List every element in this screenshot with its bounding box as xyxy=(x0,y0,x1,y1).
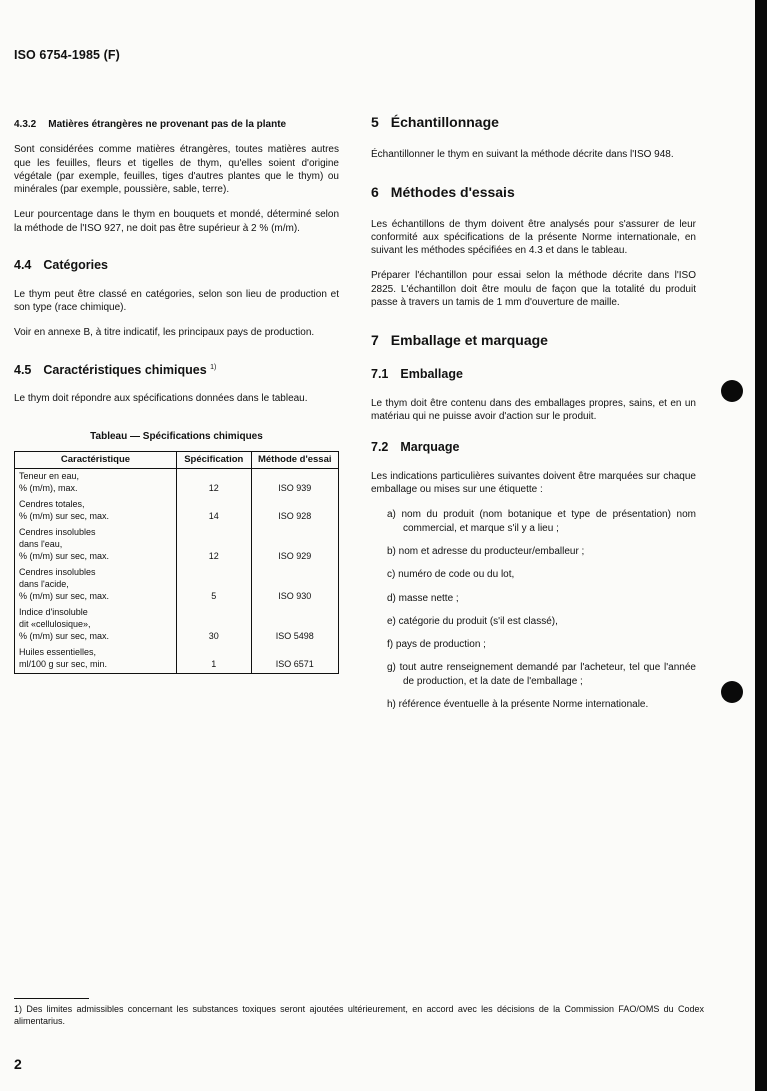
section-5-paragraph-1: Échantillonner le thym en suivant la méthode décrite dans l'ISO 948. xyxy=(371,148,674,160)
list-item: e) catégorie du produit (s'il est classé), xyxy=(387,615,558,627)
section-4-4-paragraph-1: Le thym peut être classé en catégories, selon son lieu de production et son type (race chimique). xyxy=(14,288,339,313)
table-title: Tableau — Spécifications chimiques xyxy=(90,430,263,442)
cell-characteristic: Huiles essentielles, ml/100 g sur sec, min. xyxy=(15,645,177,673)
cell-specification: 12 xyxy=(177,469,252,497)
cell-specification: 14 xyxy=(177,497,252,525)
section-6-heading: 6 Méthodes d'essais xyxy=(371,183,515,200)
scan-edge xyxy=(755,0,767,1091)
cell-specification: 30 xyxy=(177,605,252,645)
cell-method: ISO 5498 xyxy=(251,605,338,645)
footnote: 1) Des limites admissibles concernant les substances toxiques seront ajoutées ultérieurement, en accord avec les décisions de la Commission FAO/OMS du Codex alimentarius. xyxy=(14,1004,704,1026)
section-7-1-heading: 7.1 Emballage xyxy=(371,366,463,381)
list-item: h) référence éventuelle à la présente Norme internationale. xyxy=(387,699,649,711)
table-header-method: Méthode d'essai xyxy=(251,451,338,469)
page-number: 2 xyxy=(14,1056,22,1072)
table-header-characteristic: Caractéristique xyxy=(15,451,177,469)
section-5-heading: 5 Échantillonnage xyxy=(371,114,499,130)
section-4-3-2-paragraph-1: Sont considérées comme matières étrangères, toutes matières autres que les feuilles, fleurs et tigelles de thym, qu'elles soient d'origine végétale (par exemple, feuilles, tiges d'autres plantes que le thym) ou minérales (par exemple, poussière, sable, terre). xyxy=(14,144,339,196)
list-item: d) masse nette ; xyxy=(387,592,459,604)
cell-specification: 5 xyxy=(177,565,252,605)
cell-characteristic: Cendres insolubles dans l'acide, % (m/m) sur sec, max. xyxy=(15,565,177,605)
cell-method: ISO 939 xyxy=(251,469,338,497)
cell-characteristic: Teneur en eau, % (m/m), max. xyxy=(15,469,177,497)
table-header-specification: Spécification xyxy=(177,451,252,469)
section-7-1-paragraph-1: Le thym doit être contenu dans des emballages propres, sains, et en un matériau qui ne puisse avoir d'action sur le produit. xyxy=(371,397,696,422)
section-6-paragraph-2: Préparer l'échantillon pour essai selon la méthode décrite dans l'ISO 2825. L'échantillon doit être moulu de façon que la totalité du produit passe à travers un tamis de 1 mm d'ouverture de maille. xyxy=(371,270,696,308)
table-row xyxy=(15,525,339,565)
marking-list xyxy=(371,508,696,711)
list-item: f) pays de production ; xyxy=(387,639,486,651)
cell-specification: 1 xyxy=(177,645,252,673)
cell-method: ISO 928 xyxy=(251,497,338,525)
section-6-paragraph-1: Les échantillons de thym doivent être analysés pour s'assurer de leur conformité aux spécifications de la présente Norme internationale, en suivant les méthodes spécifiées en 4.3 et dans le tableau. xyxy=(371,218,696,257)
footnote-rule xyxy=(14,998,89,999)
table-row xyxy=(15,645,339,673)
table-row xyxy=(15,565,339,605)
specifications-table xyxy=(14,451,339,674)
cell-specification: 12 xyxy=(177,525,252,565)
binder-hole-bottom xyxy=(721,681,743,703)
list-item: c) numéro de code ou du lot, xyxy=(387,569,515,581)
section-4-4-heading: 4.4 Catégories xyxy=(14,258,108,273)
list-item: a) nom du produit (nom botanique et type de présentation) nom commercial, et marque s'il y a lieu ; xyxy=(387,509,696,534)
cell-characteristic: Cendres totales, % (m/m) sur sec, max. xyxy=(15,497,177,525)
table-row xyxy=(15,497,339,525)
table-row xyxy=(15,469,339,497)
cell-method: ISO 929 xyxy=(251,525,338,565)
left-column xyxy=(14,118,339,674)
cell-characteristic: Indice d'insoluble dit «cellulosique», % (m/m) sur sec, max. xyxy=(15,605,177,645)
cell-characteristic: Cendres insolubles dans l'eau, % (m/m) sur sec, max. xyxy=(15,525,177,565)
table-row xyxy=(15,605,339,645)
section-7-2-heading: 7.2 Marquage xyxy=(371,440,460,455)
list-item: b) nom et adresse du producteur/emballeur ; xyxy=(387,545,585,557)
footnote-mark: 1) xyxy=(210,363,217,371)
document-header: ISO 6754-1985 (F) xyxy=(14,48,120,62)
binder-hole-top xyxy=(721,380,743,402)
cell-method: ISO 6571 xyxy=(251,645,338,673)
right-column xyxy=(371,113,696,721)
section-4-4-paragraph-2: Voir en annexe B, à titre indicatif, les principaux pays de production. xyxy=(14,327,315,339)
list-item: g) tout autre renseignement demandé par l'acheteur, tel que l'année de production, et la date de l'emballage ; xyxy=(387,662,696,687)
cell-method: ISO 930 xyxy=(251,565,338,605)
section-4-3-2-heading: 4.3.2 Matières étrangères ne provenant pas de la plante xyxy=(14,119,287,130)
section-7-2-paragraph-1: Les indications particulières suivantes doivent être marquées sur chaque emballage ou mises sur une étiquette : xyxy=(371,470,696,496)
section-4-5-paragraph-1: Le thym doit répondre aux spécifications données dans le tableau. xyxy=(14,393,308,405)
section-4-3-2-paragraph-2: Leur pourcentage dans le thym en bouquets et mondé, déterminé selon la méthode de l'ISO 927, ne doit pas être supérieur à 2 % (m/m). xyxy=(14,209,339,234)
section-4-5-heading: 4.5 Caractéristiques chimiques $^{1)}$ xyxy=(14,362,217,377)
section-7-heading: 7 Emballage et marquage xyxy=(371,332,548,349)
